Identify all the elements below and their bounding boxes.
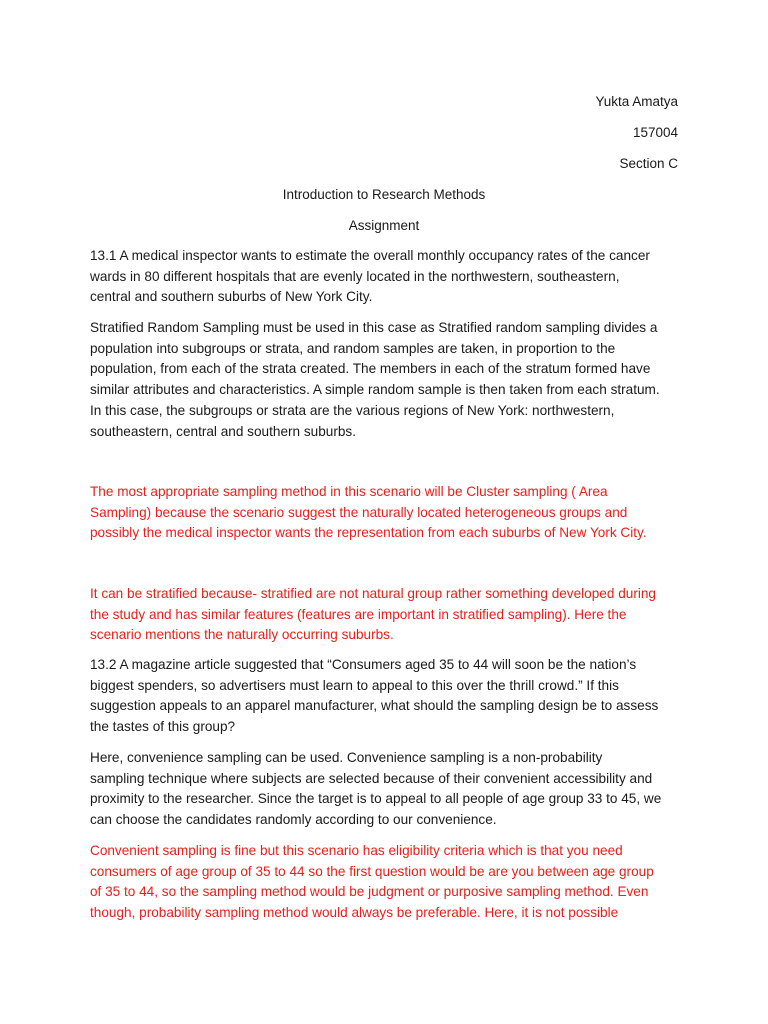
text-line: the tastes of this group? bbox=[90, 719, 236, 735]
course-title: Introduction to Research Methods bbox=[282, 187, 486, 202]
text-line: wards in 80 different hospitals that are evenly located in the northwestern, southeastern, bbox=[90, 268, 620, 284]
author-name: Yukta Amatya bbox=[595, 94, 678, 109]
text-line: central and southern suburbs of New York City. bbox=[90, 289, 373, 305]
text-line: Sampling) because the scenario suggest the naturally located heterogeneous groups and bbox=[90, 504, 628, 520]
text-line: sampling technique where subjects are selected because of their convenient accessibility and bbox=[90, 770, 653, 786]
student-id: 157004 bbox=[632, 125, 678, 140]
text-line: In this case, the subgroups or strata are the various regions of New York: northwestern, bbox=[90, 402, 615, 418]
text-line: It can be stratified because- stratified are not natural group rather something developed during bbox=[90, 586, 656, 601]
text-line: southeastern, central and southern suburbs. bbox=[90, 423, 357, 439]
text-line: similar attributes and characteristics. A simple random sample is then taken from each stratum. bbox=[90, 382, 660, 398]
text-line: the study and has similar features (features are important in stratified sampling). Here the bbox=[90, 606, 627, 622]
text-line: can choose the candidates randomly according to our convenience. bbox=[90, 812, 497, 828]
text-line: 13.2 A magazine article suggested that “Consumers aged 35 to 44 will soon be the nation’s bbox=[90, 657, 637, 672]
text-line: biggest spenders, so advertisers must learn to appeal to this over the thrill crowd.” If this bbox=[90, 677, 619, 693]
text-line: Convenient sampling is fine but this scenario has eligibility criteria which is that you need bbox=[90, 843, 623, 858]
text-line: though, probability sampling method would always be preferable. Here, it is not possible bbox=[90, 905, 619, 921]
text-line: 13.1 A medical inspector wants to estimate the overall monthly occupancy rates of the cancer bbox=[90, 248, 650, 263]
text-line: population into subgroups or strata, and random samples are taken, in proportion to the bbox=[90, 340, 616, 356]
text-line: The most appropriate sampling method in this scenario will be Cluster sampling ( Area bbox=[90, 484, 608, 499]
text-line: suggestion appeals to an apparel manufacturer, what should the sampling design be to assess bbox=[90, 698, 659, 714]
text-line: consumers of age group of 35 to 44 so the first question would be are you between age group bbox=[90, 863, 654, 879]
feedback-13-2 bbox=[90, 841, 682, 924]
feedback-13-1-cluster bbox=[90, 482, 682, 544]
text-line: proximity to the researcher. Since the target is to appeal to all people of age group 33 to 45, we bbox=[90, 791, 662, 807]
assignment-title: Assignment bbox=[348, 218, 420, 233]
feedback-13-1-stratified bbox=[90, 584, 682, 646]
text-line: population, from each of the strata created. The members in each of the stratum formed have bbox=[90, 361, 651, 377]
text-line: scenario mentions the naturally occurring suburbs. bbox=[90, 627, 394, 643]
answer-13-1 bbox=[90, 318, 682, 442]
answer-13-2 bbox=[90, 748, 682, 831]
text-line: possibly the medical inspector wants the representation from each suburbs of New York City. bbox=[90, 525, 647, 541]
question-13-2 bbox=[90, 655, 682, 738]
section-label: Section C bbox=[619, 156, 678, 171]
text-line: Stratified Random Sampling must be used in this case as Stratified random sampling divides a bbox=[90, 320, 658, 335]
question-13-1 bbox=[90, 246, 682, 308]
text-line: Here, convenience sampling can be used. Convenience sampling is a non-probability bbox=[90, 750, 603, 765]
text-line: of 35 to 44, so the sampling method would be judgment or purposive sampling method. Even bbox=[90, 884, 649, 900]
